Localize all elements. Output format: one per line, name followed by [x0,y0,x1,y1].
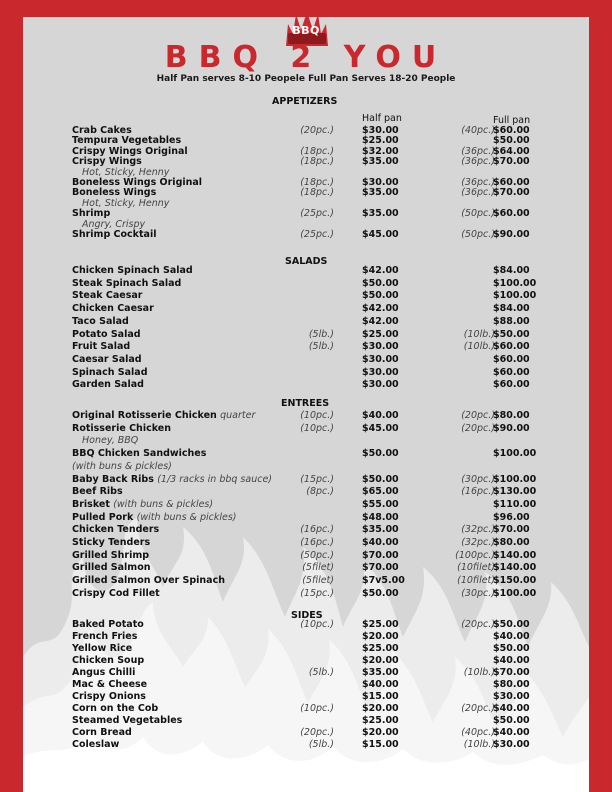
half-pan-price: $35.00 [362,667,399,678]
menu-item [0,643,612,655]
full-pan-price: $100.00 [493,448,537,460]
half-pan-qty: (5lb.) [308,739,334,750]
item-name-wrap [72,631,137,643]
half-pan-qty: (10pc.) [300,619,334,630]
half-pan-price: $35.00 [362,208,399,220]
item-name: BBQ Chicken Sandwiches [72,448,207,460]
full-pan-qty: (20pc.) [461,410,495,421]
item-name-wrap [72,329,141,341]
half-pan-price: $45.00 [362,422,399,434]
half-pan-price: $42.00 [362,315,399,327]
half-pan-qty: (5lb.) [308,328,334,340]
item-options: (with buns & pickles) [72,460,172,472]
full-pan-price: $100.00 [493,277,537,289]
full-pan-header: Full pan [493,115,531,126]
item-name: Corn on the Cob [72,703,159,714]
half-pan-qty: (18pc.) [300,177,334,188]
full-pan-qty: (50pc.) [461,229,495,240]
full-pan-qty: (16pc.) [461,486,495,498]
half-pan-price: $25.00 [362,328,399,340]
half-pan-qty: (5lb.) [308,667,334,678]
full-pan-price: $60.00 [493,341,530,353]
item-name-wrap [72,643,132,655]
full-pan-price: $40.00 [493,631,530,642]
full-pan-qty: (50pc.) [461,208,495,220]
item-name-wrap [72,448,206,460]
item-name: Baked Potato [72,619,144,630]
item-name-wrap [72,619,144,631]
full-pan-price: $70.00 [493,156,530,168]
item-name: Crab Cakes [72,125,132,136]
full-pan-qty: (32pc.) [461,524,495,536]
half-pan-price: $30.00 [362,125,399,136]
item-name: Tempura Vegetables [72,135,182,147]
half-pan-qty: (10pc.) [300,410,334,421]
item-name: Corn Bread [72,727,132,738]
menu-item [0,367,612,379]
full-pan-price: $70.00 [493,524,530,536]
full-pan-price: $60.00 [493,125,530,136]
item-name: Steamed Vegetables [72,715,183,726]
menu-item [0,290,612,302]
half-pan-price: $40.00 [362,410,399,421]
half-pan-price: $25.00 [362,643,399,654]
half-pan-price: $25.00 [362,715,399,726]
full-pan-price: $50.00 [493,135,530,147]
half-pan-price: $20.00 [362,703,399,714]
item-name-wrap [72,727,132,739]
item-note: (with buns & pickles) [136,511,237,523]
menu-item [0,303,612,315]
menu-item [0,278,612,290]
item-name-wrap [72,562,151,574]
half-pan-price: $50.00 [362,277,399,289]
menu-item [0,423,612,435]
item-name-wrap [72,423,171,435]
menu-item [0,691,612,703]
half-pan-price: $30.00 [362,341,399,353]
half-pan-price: $15.00 [362,739,399,750]
item-name: Chicken Spinach Salad [72,265,193,276]
item-name: Shrimp Cocktail [72,229,157,240]
full-pan-qty: (30pc.) [461,473,495,485]
item-name: Original Rotisserie Chicken [72,410,217,421]
logo-text: BBQ [292,24,320,37]
half-pan-header: Half pan [362,113,402,124]
half-pan-qty: (25pc.) [300,229,334,240]
full-pan-price: $50.00 [493,715,530,726]
menu-item [0,512,612,524]
item-name-wrap [72,265,193,277]
item-name: Chicken Tenders [72,524,160,536]
item-name-wrap [72,354,142,366]
half-pan-qty: (8pc.) [306,486,334,498]
full-pan-price: $60.00 [493,177,530,188]
full-pan-qty: (10lb.) [463,739,495,750]
full-pan-price: $60.00 [493,208,530,220]
item-name: Angus Chilli [72,667,136,678]
item-name: Boneless Wings [72,187,157,199]
item-note: (with buns & pickles) [113,498,214,510]
item-name: Spinach Salad [72,366,148,378]
full-pan-qty: (36pc.) [461,145,495,157]
menu-item [0,474,612,486]
item-name: Steak Spinach Salad [72,277,182,289]
full-pan-price: $110.00 [493,498,537,510]
half-pan-price: $25.00 [362,135,399,147]
item-name-wrap [72,703,158,715]
full-pan-price: $80.00 [493,410,530,421]
item-name-wrap [72,655,144,667]
item-name: Fruit Salad [72,341,131,353]
half-pan-price: $40.00 [362,679,399,690]
section-title-entrees: ENTREES [281,398,330,409]
half-pan-qty: (18pc.) [300,156,334,168]
half-pan-price: $55.00 [362,498,399,510]
menu-item [0,329,612,341]
menu-item [0,316,612,328]
half-pan-price: $35.00 [362,187,399,199]
item-name-wrap [72,229,156,241]
item-name: Sticky Tenders [72,537,151,548]
half-pan-price: $7v5.00 [362,575,405,587]
item-name-wrap [72,341,130,353]
item-name: Chicken Soup [72,655,145,666]
menu-item [0,655,612,667]
full-pan-price: $70.00 [493,667,530,678]
full-pan-price: $60.00 [493,353,530,365]
menu-item [0,631,612,643]
half-pan-qty: (16pc.) [300,537,334,548]
full-pan-price: $40.00 [493,703,530,714]
half-pan-qty: (15pc.) [300,587,334,599]
full-pan-price: $80.00 [493,679,530,690]
item-name-wrap [72,303,154,315]
half-pan-qty: (5lb.) [308,341,334,353]
item-options: Hot, Sticky, Henny [82,197,170,209]
item-name: Grilled Shrimp [72,549,150,561]
menu-item [0,537,612,549]
item-name: Yellow Rice [72,643,133,654]
item-name: Boneless Wings Original [72,177,203,188]
menu-item [0,499,612,511]
item-name: Mac & Cheese [72,679,148,690]
item-name-wrap [72,588,160,600]
menu-item [0,727,612,739]
half-pan-price: $30.00 [362,177,399,188]
half-pan-qty: (20pc.) [300,125,334,136]
full-pan-qty: (10filet) [457,575,495,587]
full-pan-qty: (10lb.) [463,667,495,678]
half-pan-price: $35.00 [362,156,399,168]
menu-item [0,703,612,715]
full-pan-price: $130.00 [493,486,537,498]
full-pan-price: $100.00 [493,587,537,599]
full-pan-price: $50.00 [493,619,530,630]
menu-item [0,739,612,751]
half-pan-price: $70.00 [362,562,399,574]
half-pan-price: $50.00 [362,473,399,485]
item-name-wrap [72,715,182,727]
full-pan-qty: (36pc.) [461,177,495,188]
menu-item [0,265,612,277]
full-pan-price: $140.00 [493,549,537,561]
item-name-wrap [72,316,129,328]
menu-item [0,715,612,727]
menu-item [0,562,612,574]
full-pan-price: $150.00 [493,575,537,587]
item-name: Potato Salad [72,328,141,340]
menu-item [0,667,612,679]
full-pan-qty: (10filet) [457,562,495,574]
full-pan-qty: (20pc.) [461,619,495,630]
item-name-wrap [72,524,159,536]
item-name-wrap [72,667,135,679]
menu-item [0,550,612,562]
item-name-wrap [72,474,272,486]
half-pan-qty: (16pc.) [300,524,334,536]
half-pan-price: $25.00 [362,619,399,630]
full-pan-price: $30.00 [493,691,530,702]
item-name: Beef Ribs [72,486,123,498]
full-pan-price: $84.00 [493,265,530,276]
full-pan-price: $90.00 [493,422,530,434]
full-pan-price: $90.00 [493,229,530,240]
item-name: Brisket [72,498,110,510]
full-pan-qty: (40pc.) [461,727,495,738]
half-pan-qty: (20pc.) [300,727,334,738]
item-name: Taco Salad [72,315,129,327]
menu-item [0,524,612,536]
full-pan-qty: (40pc.) [461,125,495,136]
full-pan-price: $100.00 [493,473,537,485]
half-pan-price: $20.00 [362,631,399,642]
full-pan-price: $60.00 [493,379,530,391]
item-name: Chicken Caesar [72,303,154,315]
full-pan-qty: (20pc.) [461,703,495,714]
item-name-wrap [72,739,119,751]
menu-item [0,619,612,631]
full-pan-qty: (100pc.) [455,549,495,561]
half-pan-qty: (18pc.) [300,187,334,199]
full-pan-price: $64.00 [493,145,530,157]
half-pan-qty: (15pc.) [300,473,334,485]
page-title: BBQ 2 YOU [164,40,448,75]
menu-item [0,679,612,691]
full-pan-price: $40.00 [493,727,530,738]
item-name: French Fries [72,631,138,642]
item-name-wrap [72,679,147,691]
item-name: Crispy Cod Fillet [72,587,160,599]
full-pan-qty: (36pc.) [461,156,495,168]
item-name-wrap [72,486,123,498]
item-name-wrap [72,278,181,290]
menu-item [0,379,612,391]
item-options: Honey, BBQ [82,435,139,447]
half-pan-price: $70.00 [362,549,399,561]
menu-item [0,341,612,353]
half-pan-qty: (10pc.) [300,703,334,714]
full-pan-price: $96.00 [493,511,530,523]
full-pan-price: $88.00 [493,315,530,327]
item-name: Coleslaw [72,739,120,750]
half-pan-price: $30.00 [362,353,399,365]
half-pan-price: $35.00 [362,524,399,536]
full-pan-price: $80.00 [493,537,530,548]
menu-item [0,448,612,460]
half-pan-price: $42.00 [362,265,399,276]
half-pan-price: $30.00 [362,366,399,378]
half-pan-qty: (5filet) [302,575,334,587]
full-pan-price: $30.00 [493,739,530,750]
menu-item [0,575,612,587]
menu-item-detail [0,461,612,473]
full-pan-price: $50.00 [493,643,530,654]
half-pan-qty: (25pc.) [300,208,334,220]
full-pan-qty: (32pc.) [461,537,495,548]
full-pan-price: $60.00 [493,366,530,378]
half-pan-price: $40.00 [362,537,399,548]
menu-item [0,486,612,498]
item-note: quarter [220,410,256,421]
item-name: Grilled Salmon [72,562,151,574]
item-name-wrap [72,410,255,422]
menu-item [0,354,612,366]
half-pan-price: $42.00 [362,303,399,315]
half-pan-price: $15.00 [362,691,399,702]
item-name: Crispy Onions [72,691,146,702]
item-name: Garden Salad [72,379,144,391]
half-pan-qty: (10pc.) [300,422,334,434]
item-name-wrap [72,379,144,391]
full-pan-qty: (10lb.) [463,341,495,353]
item-name: Pulled Pork [72,511,134,523]
item-name: Caesar Salad [72,353,142,365]
half-pan-price: $50.00 [362,290,399,302]
full-pan-qty: (20pc.) [461,422,495,434]
section-title-sides: SIDES [291,610,323,621]
menu-item-detail [0,435,612,447]
full-pan-qty: (36pc.) [461,187,495,199]
full-pan-price: $40.00 [493,655,530,666]
full-pan-price: $100.00 [493,290,537,302]
full-pan-price: $84.00 [493,303,530,315]
item-name-wrap [72,691,146,703]
item-name: Steak Caesar [72,290,143,302]
full-pan-qty: (30pc.) [461,587,495,599]
full-pan-qty: (10lb.) [463,328,495,340]
item-name-wrap [72,537,150,549]
full-pan-price: $50.00 [493,328,530,340]
half-pan-qty: (5filet) [302,562,334,574]
item-name-wrap [72,550,149,562]
item-name: Grilled Salmon Over Spinach [72,575,225,587]
half-pan-price: $45.00 [362,229,399,240]
section-title-salads: SALADS [285,256,328,267]
half-pan-price: $50.00 [362,587,399,599]
half-pan-price: $48.00 [362,511,399,523]
item-name: Crispy Wings [72,156,142,168]
half-pan-price: $32.00 [362,145,399,157]
menu-item [0,410,612,422]
half-pan-qty: (18pc.) [300,145,334,157]
half-pan-price: $30.00 [362,379,399,391]
item-name-wrap [72,575,225,587]
half-pan-price: $20.00 [362,655,399,666]
serving-info: Half Pan serves 8-10 Peopele Full Pan Serves 18-20 People [156,74,456,84]
half-pan-price: $50.00 [362,448,399,460]
item-name: Crispy Wings Original [72,145,188,157]
item-name: Rotisserie Chicken [72,422,171,434]
item-name: Shrimp [72,208,111,220]
half-pan-qty: (50pc.) [300,549,334,561]
full-pan-price: $140.00 [493,562,537,574]
item-name: Baby Back Ribs [72,473,154,485]
item-name-wrap [72,499,213,511]
item-options: Hot, Sticky, Henny [82,166,170,178]
item-name-wrap [72,290,142,302]
item-options: Angry, Crispy [82,218,146,230]
full-pan-price: $70.00 [493,187,530,199]
section-title-appetizers: APPETIZERS [272,96,338,107]
half-pan-price: $20.00 [362,727,399,738]
menu-item [0,229,612,241]
item-note: (1/3 racks in bbq sauce) [157,473,272,485]
half-pan-price: $65.00 [362,486,399,498]
menu-item [0,588,612,600]
item-name-wrap [72,512,237,524]
item-name-wrap [72,367,148,379]
